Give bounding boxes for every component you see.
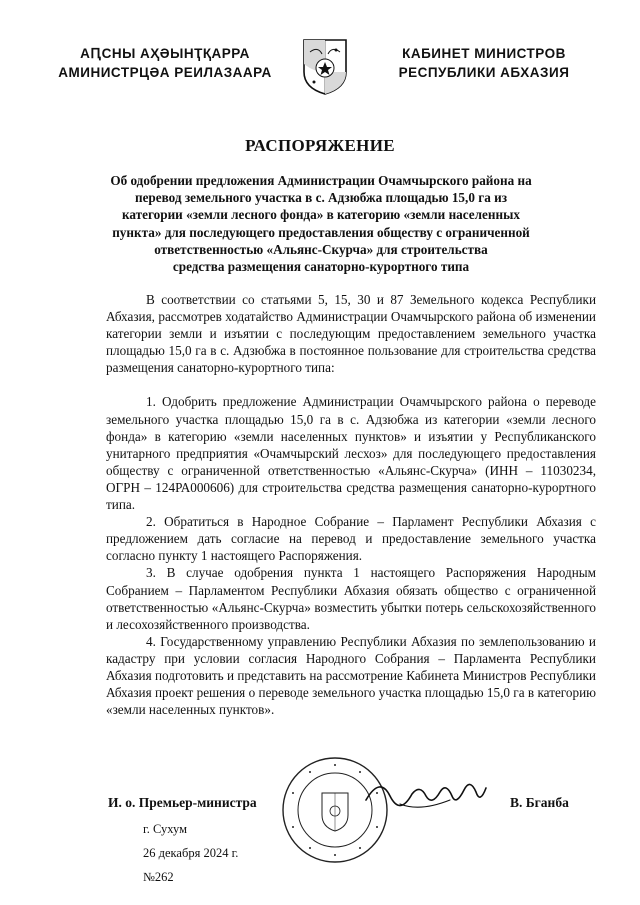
document-subject xyxy=(108,172,534,275)
header-right-line-2: РЕСПУБЛИКИ АБХАЗИЯ xyxy=(398,65,570,80)
intro-paragraph: В соответствии со статьями 5, 15, 30 и 87 Земельного кодекса Республики Абхазия, рассмотрев ходатайство Администрации Очамчырского района об изменении категории земли и изъятии с последующим предоставлением земельного участка площадью 15,0 га в с. Адзюбжа в постоянное пользование для строительства средства размещения санаторно-курортного типа: xyxy=(106,292,596,376)
header-left-abkhaz xyxy=(50,44,280,82)
item-paragraph-3: 3. В случае одобрения пункта 1 настоящего Распоряжения Народным Собранием – Парламентом Республики Абхазия обязать общество с ограниченной ответственностью «Альянс-Скурча» возместить убытки потерь сельскохозяйственного и лесохозяйственного производства. xyxy=(106,565,596,632)
subject-line: Об одобрении предложения Администрации Очамчырского района на xyxy=(110,173,532,188)
signatory-title: И. о. Премьер-министра xyxy=(108,795,257,810)
state-emblem-icon xyxy=(300,38,350,96)
item-paragraph-2: 2. Обратиться в Народное Собрание – Парламент Республики Абхазия с предложением дать согласие на перевод и предоставление земельного участка согласно пункту 1 настоящего Распоряжения. xyxy=(106,514,596,564)
header-right-line-1: КАБИНЕТ МИНИСТРОВ xyxy=(402,46,566,61)
header-left-line-1: АԤСНЫ АҲӘЫНҬҚАРРА xyxy=(80,46,250,61)
item-paragraph-1: 1. Одобрить предложение Администрации Очамчырского района о переводе земельного участка площадью 15,0 га в с. Адзюбжа из категории «земли лесного фонда» в категорию «земли населенных пунктов» и изъятии у Республиканского унитарного предприятия «Очамчырский лесхоз» для последующего предоставления обществу с ограниченной ответственностью «Альянс-Скурча» (ИНН – 11030234, ОГРН – 124РА000606) для строительства средства размещения санаторно-курортного типа. xyxy=(106,394,596,513)
subject-line: средства размещения санаторно-курортного типа xyxy=(172,259,470,275)
header-left-line-2: АМИНИСТРЦӘА РЕИЛАЗААРА xyxy=(58,65,272,80)
handwritten-signature-icon xyxy=(360,770,490,820)
document-number: №262 xyxy=(143,870,174,884)
header-right-russian xyxy=(370,44,598,82)
document-title: РАСПОРЯЖЕНИЕ xyxy=(245,136,395,155)
document-place: г. Сухум xyxy=(143,822,188,836)
item-paragraph-4: 4. Государственному управлению Республики Абхазия по землепользованию и кадастру при условии согласия Народного Собрания – Парламента Республики Абхазия подготовить и представить на рассмотрение Кабинета Министров Республики Абхазия проект решения о переводе земельного участка площадью 15,0 га в категорию «земли населенных пунктов». xyxy=(106,633,596,718)
subject-line: категории «земли лесного фонда» в категорию «земли населенных xyxy=(122,207,520,223)
document-date: 26 декабря 2024 г. xyxy=(143,846,239,860)
subject-line: ответственностью «Альянс-Скурча» для строительства xyxy=(154,241,488,257)
subject-line: пункта» для последующего предоставления обществу с ограниченной xyxy=(112,224,530,240)
document-body xyxy=(106,291,596,718)
signatory-name: В. Бганба xyxy=(510,795,569,810)
subject-line: перевод земельного участка в с. Адзюбжа площадью 15,0 га из xyxy=(134,190,507,206)
